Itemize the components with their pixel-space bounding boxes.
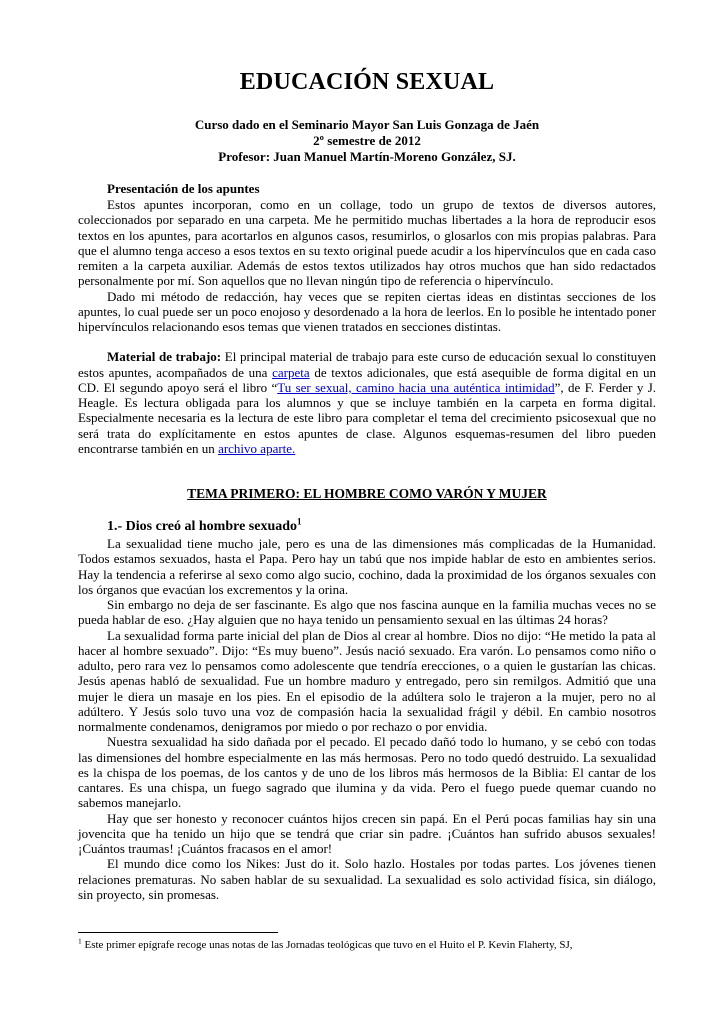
section-1-heading-text: 1.- Dios creó al hombre sexuado (107, 519, 298, 534)
section-1-paragraph: Nuestra sexualidad ha sido dañada por el pecado. El pecado dañó todo lo humano, y se cebó con todas las dimensiones del hombre especialmente en las más hermosas. Pero no todo quedó destruido. La sexualidad es la chispa de los poemas, de los cantos y de uno de los libros más hermosos de la Biblia: El cantar de los cantares. Es una chispa, un fuego sagrado que ilumina y da vida. Pero el fuego puede quemar cuando no sabemos manejarlo. (78, 734, 656, 811)
tema-heading: TEMA PRIMERO: EL HOMBRE COMO VARÓN Y MUJER (187, 486, 547, 501)
section-1-heading (78, 518, 656, 536)
section-1-paragraph: La sexualidad tiene mucho jale, pero es una de las dimensiones más complicadas de la Humanidad. Todos estamos sexuados, hasta el Papa. Pero hay un tabú que nos impide hablar de esto en ambientes serios. Hay la tendencia a referirse al sexo como algo sucio, cochino, dada la proximidad de los órganos sexuales con los órganos que evacúan los excrementos y la orina. (78, 536, 656, 597)
material-paragraph (78, 349, 656, 456)
material-text-b: de textos adicionales, que está asequible de forma digital en un CD. El segundo apoyo será el libro “ (78, 364, 656, 395)
section-1-paragraph: El mundo dice como los Nikes: Just do it. Solo hazlo. Hostales por todas partes. Los jóvenes tienen relaciones prematuras. No saben hablar de su sexualidad. La sexualidad es solo actividad física, sin diálogo, sin proyecto, sin promesas. (78, 856, 656, 902)
presentation-paragraph-2: Dado mi método de redacción, hay veces que se repiten ciertas ideas en distintas secciones de los apuntes, lo cual puede ser un poco enojoso y desordenado a la hora de leerlos. En lo posible he intentado poner hipervínculos relacionando esos temas que vienen tratados en secciones distintas. (78, 288, 656, 334)
footnote (78, 938, 668, 952)
course-line: Curso dado en el Seminario Mayor San Luis Gonzaga de Jaén (194, 117, 540, 132)
professor-line: Profesor: Juan Manuel Martín-Moreno González, SJ. (218, 149, 516, 164)
document-page (78, 62, 656, 902)
semester-line: 2º semestre de 2012 (313, 133, 421, 148)
material-text-c: ”, de F. Ferder y J. Heagle. Es lectura obligada para los alumnos y que se incluye también en la carpeta en forma digital. Especialmente necesaria es la lectura de este libro para completar el tema del crecimiento psicosexual que no será trata do explícitamente en estos apuntes de clase. Algunos esquemas-resumen del libro pueden encontrarse también en un (78, 379, 656, 456)
section-1-paragraph: Hay que ser honesto y reconocer cuántos hijos crecen sin papá. En el Perú pocas familias hay sin una jovencita que ha tenido un hijo que se tendrá que criar sin padre. ¡Cuántos han sufrido abusos sexuales! ¡Cuántos traumas! ¡Cuántos fracasos en el amor! (78, 810, 656, 856)
section-1-paragraph: La sexualidad forma parte inicial del plan de Dios al crear al hombre. Dios no dijo: “He metido la pata al hacer al hombre sexuado”. Dijo: “Es muy bueno”. Jesús nació sexuado. Era varón. Lo pensamos como niño o adulto, pero rara vez lo pensamos como adolescente que tendría erecciones, o a quien le gustarían las chicas. Jesús apenas habló de sexualidad. Fue un hombre maduro y entregado, pero sin remilgos. Admitió que una mujer le diera un masaje en los pies. En el episodio de la adúltera solo le trajeron a la mujer, pero no al adúltero. Y Jesús solo tuvo una voz de compasión hacia la sexualidad frágil y débil. En cambio nosotros normalmente condenamos, denigramos por miedo o por rechazo o por envidia. (78, 627, 656, 734)
material-text-a: El principal material de trabajo para este curso de educación sexual lo constituyen estos apuntes, acompañados de una (78, 349, 656, 380)
footnote-text: Este primer epígrafe recoge unas notas de las Jornadas teológicas que tuvo en el Huito el P. Kevin Flaherty, SJ, (81, 939, 573, 951)
material-label: Material de trabajo: (107, 349, 222, 365)
carpeta-link[interactable]: carpeta (272, 364, 310, 380)
footnote-reference[interactable]: 1 (297, 516, 302, 527)
section-1-paragraph: Sin embargo no deja de ser fascinante. Es algo que nos fascina aunque en la familia muchas veces no se pueda hablar de eso. ¿Hay alguien que no haya tenido un pensamiento sexual en las últimas 24 horas? (78, 597, 656, 628)
presentation-paragraph-1: Estos apuntes incorporan, como en un collage, todo un grupo de textos de diversos autores, coleccionados por separado en una carpeta. Me he permitido muchas libertades a la hora de reproducir esos textos en los apuntes, para acortarlos en algunos casos, resumirlos, o glosarlos con mis propias palabras. Para que el alumno tenga acceso a esos textos en su texto original puede acudir a los hipervínculos que en cada caso remiten a la carpeta auxiliar. Además de estos textos utilizados hay otros muchos que han sido redactados personalmente por mí. Son aquellos que no llevan ningún tipo de referencia o hipervínculo. (78, 197, 656, 289)
book-link[interactable]: Tu ser sexual, camino hacia una auténtica intimidad (277, 379, 555, 395)
document-title: EDUCACIÓN SEXUAL (239, 69, 495, 95)
footnote-mark: 1 (78, 936, 82, 946)
archivo-link[interactable]: archivo aparte. (218, 440, 296, 456)
presentation-heading: Presentación de los apuntes (107, 181, 260, 196)
footnote-divider (78, 932, 278, 933)
